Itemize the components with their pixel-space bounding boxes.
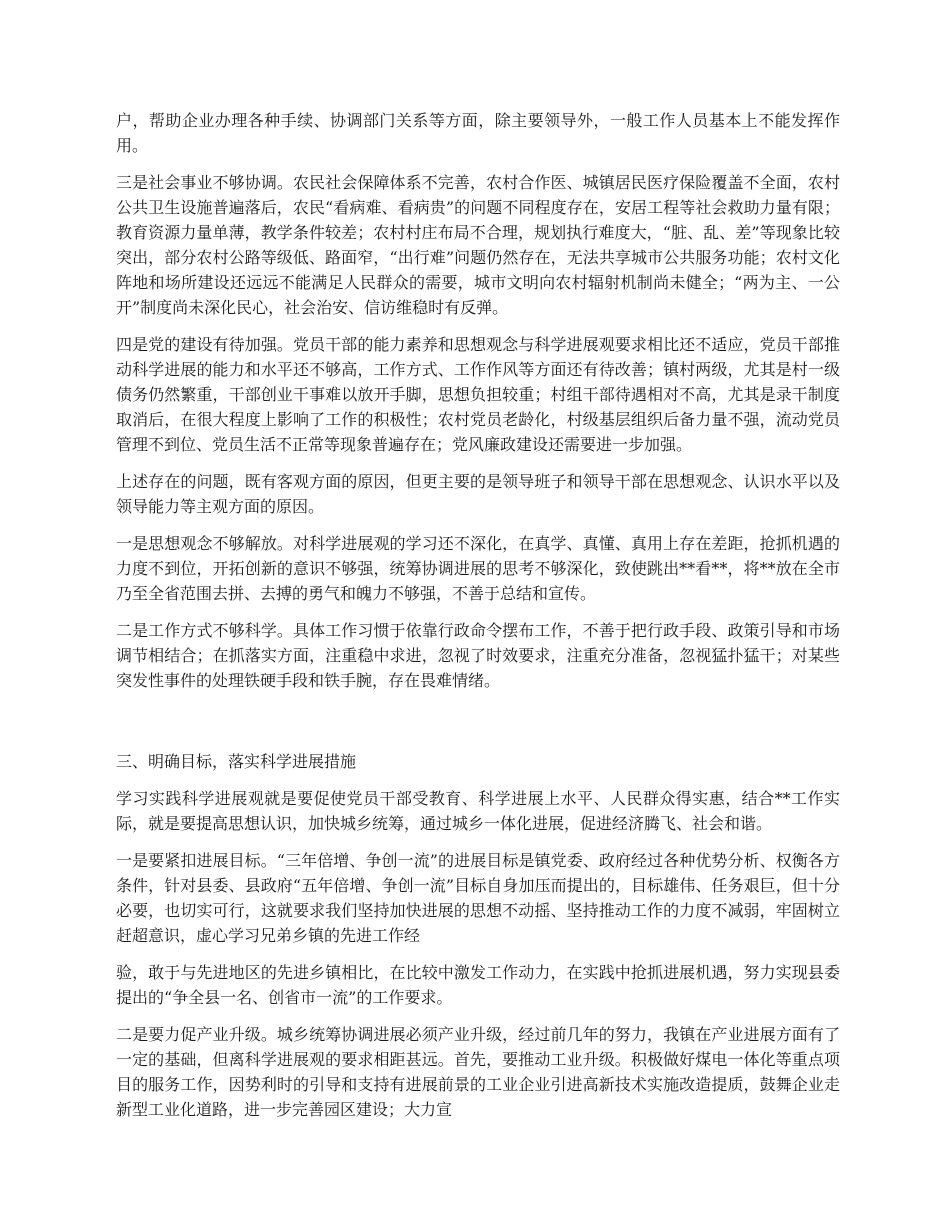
paragraph: 验，敢于与先进地区的先进乡镇相比，在比较中激发工作动力，在实践中抢抓进展机遇，努力实现县委提出的“争全县一名、创省市一流”的工作要求。 xyxy=(116,963,840,1007)
paragraph: 学习实践科学进展观就是要促使党员干部受教育、科学进展上水平、人民群众得实惠，结合**工作实际，就是要提高思想认识，加快城乡统筹，通过城乡一体化进展，促进经济腾飞、社会和谐。 xyxy=(116,789,840,833)
paragraph: 上述存在的问题，既有客观方面的原因，但更主要的是领导班子和领导干部在思想观念、认识水平以及领导能力等主观方面的原因。 xyxy=(116,472,840,516)
paragraph: 二是工作方式不够科学。具体工作习惯于依靠行政命令摆布工作，不善于把行政手段、政策引导和市场调节相结合；在抓落实方面，注重稳中求进，忽视了时效要求，注重充分准备，忽视猛扑猛干；对某些突发性事件的处理铁硬手段和铁手腕，存在畏难情绪。 xyxy=(116,621,840,690)
paragraph: 一是要紧扣进展目标。“三年倍增、争创一流”的进展目标是镇党委、政府经过各种优势分析、权衡各方条件，针对县委、县政府“五年倍增、争创一流”目标自身加压而提出的，目标雄伟、任务艰巨，但十分必要，也切实可行，这就要求我们坚持加快进展的思想不动摇、坚持推动工作的力度不减弱，牢固树立赶超意识，虚心学习兄弟乡镇的先进工作经 xyxy=(116,851,840,945)
paragraph: 一是思想观念不够解放。对科学进展观的学习还不深化，在真学、真懂、真用上存在差距，抢抓机遇的力度不到位，开拓创新的意识不够强，统筹协调进展的思考不够深化，致使跳出**看**，将**放在全市乃至全省范围去拼、去搏的勇气和魄力不够强，不善于总结和宣传。 xyxy=(116,534,840,603)
section-heading: 三、明确目标，落实科学进展措施 xyxy=(116,752,357,771)
paragraph: 户，帮助企业办理各种手续、协调部门关系等方面，除主要领导外，一般工作人员基本上不能发挥作用。 xyxy=(116,111,840,155)
paragraph: 三是社会事业不够协调。农民社会保障体系不完善，农村合作医、城镇居民医疗保险覆盖不全面，农村公共卫生设施普遍落后，农民“看病难、看病贵”的问题不同程度存在，安居工程等社会救助力量有限；教育资源力量单薄，教学条件较差；农村村庄布局不合理，规划执行难度大，“脏、乱、差”等现象比较突出，部分农村公路等级低、路面窄，“出行难”问题仍然存在，无法共享城市公共服务功能；农村文化阵地和场所建设还远远不能满足人民群众的需要，城市文明向农村辐射机制尚未健全；“两为主、一公开”制度尚未深化民心，社会治安、信访维稳时有反弹。 xyxy=(116,173,840,317)
paragraph: 二是要力促产业升级。城乡统筹协调进展必须产业升级，经过前几年的努力，我镇在产业进展方面有了一定的基础，但离科学进展观的要求相距甚远。首先，要推动工业升级。积极做好煤电一体化等重点项目的服务工作，因势利时的引导和支持有进展前景的工业企业引进高新技术实施改造提质，鼓舞企业走新型工业化道路，进一步完善园区建设；大力宣 xyxy=(116,1025,840,1119)
document-page xyxy=(116,108,840,1134)
paragraph: 四是党的建设有待加强。党员干部的能力素养和思想观念与科学进展观要求相比还不适应，党员干部推动科学进展的能力和水平还不够高，工作方式、工作作风等方面还有待改善；镇村两级，尤其是村一级债务仍然繁重，干部创业干事难以放开手脚，思想负担较重；村组干部待遇相对不高，尤其是录干制度取消后，在很大程度上影响了工作的积极性；农村党员老龄化，村级基层组织后备力量不强，流动党员管理不到位、党员生活不正常等现象普遍存在；党风廉政建设还需要进一步加强。 xyxy=(116,335,840,454)
